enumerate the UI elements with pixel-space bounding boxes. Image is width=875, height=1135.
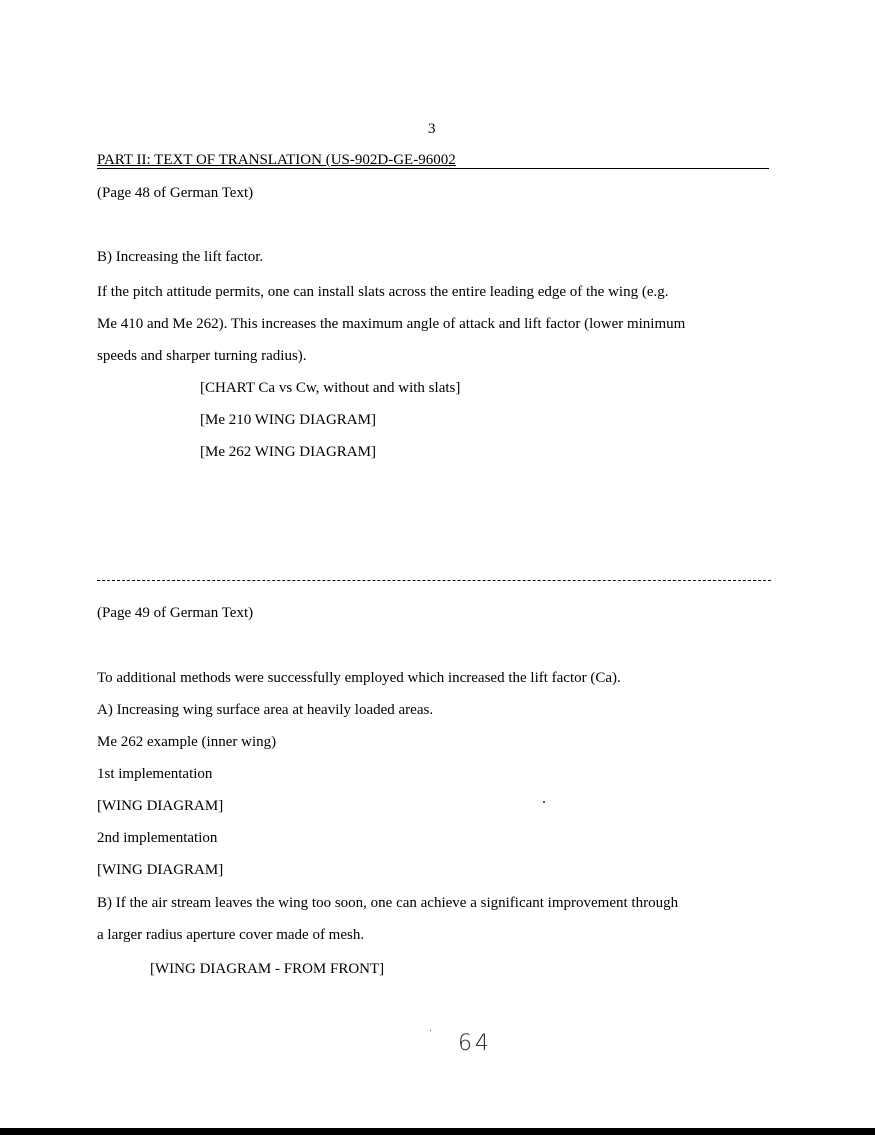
- figure-placeholder-wing-front: [WING DIAGRAM - FROM FRONT]: [150, 961, 385, 977]
- text-line: 2nd implementation: [97, 830, 218, 846]
- page-ref-49: (Page 49 of German Text): [97, 605, 254, 621]
- text-line: a larger radius aperture cover made of mesh.: [97, 927, 365, 943]
- paragraph-line: Me 410 and Me 262). This increases the maximum angle of attack and lift factor (lower minimum: [97, 316, 686, 332]
- figure-placeholder-wing-1: [WING DIAGRAM]: [97, 798, 224, 814]
- scan-edge-bar: [0, 1128, 875, 1135]
- figure-placeholder-chart: [CHART Ca vs Cw, without and with slats]: [200, 380, 461, 396]
- text-line: 1st implementation: [97, 766, 213, 782]
- figure-placeholder-wing-2: [WING DIAGRAM]: [97, 862, 224, 878]
- scan-speck: [430, 1030, 431, 1031]
- section-heading-lift-factor: B) Increasing the lift factor.: [97, 249, 264, 265]
- text-line: Me 262 example (inner wing): [97, 734, 277, 750]
- text-line: To additional methods were successfully employed which increased the lift factor (Ca).: [97, 670, 621, 686]
- figure-placeholder-me210: [Me 210 WING DIAGRAM]: [200, 412, 376, 428]
- text-line: A) Increasing wing surface area at heavily loaded areas.: [97, 702, 434, 718]
- text-line: B) If the air stream leaves the wing too soon, one can achieve a significant improvement through: [97, 895, 679, 911]
- part-heading-text: PART II: TEXT OF TRANSLATION (US-902D-GE-96002: [97, 152, 456, 168]
- paragraph-line: If the pitch attitude permits, one can install slats across the entire leading edge of the wing (e.g.: [97, 284, 669, 300]
- handwritten-page-number: 64: [458, 1031, 492, 1056]
- page-ref-48: (Page 48 of German Text): [97, 185, 254, 201]
- dashed-divider: [97, 580, 771, 581]
- scan-speck: [543, 801, 545, 803]
- paragraph-line: speeds and sharper turning radius).: [97, 348, 307, 364]
- part-heading: [97, 151, 769, 169]
- figure-placeholder-me262: [Me 262 WING DIAGRAM]: [200, 444, 376, 460]
- page-number-top: 3: [428, 121, 436, 137]
